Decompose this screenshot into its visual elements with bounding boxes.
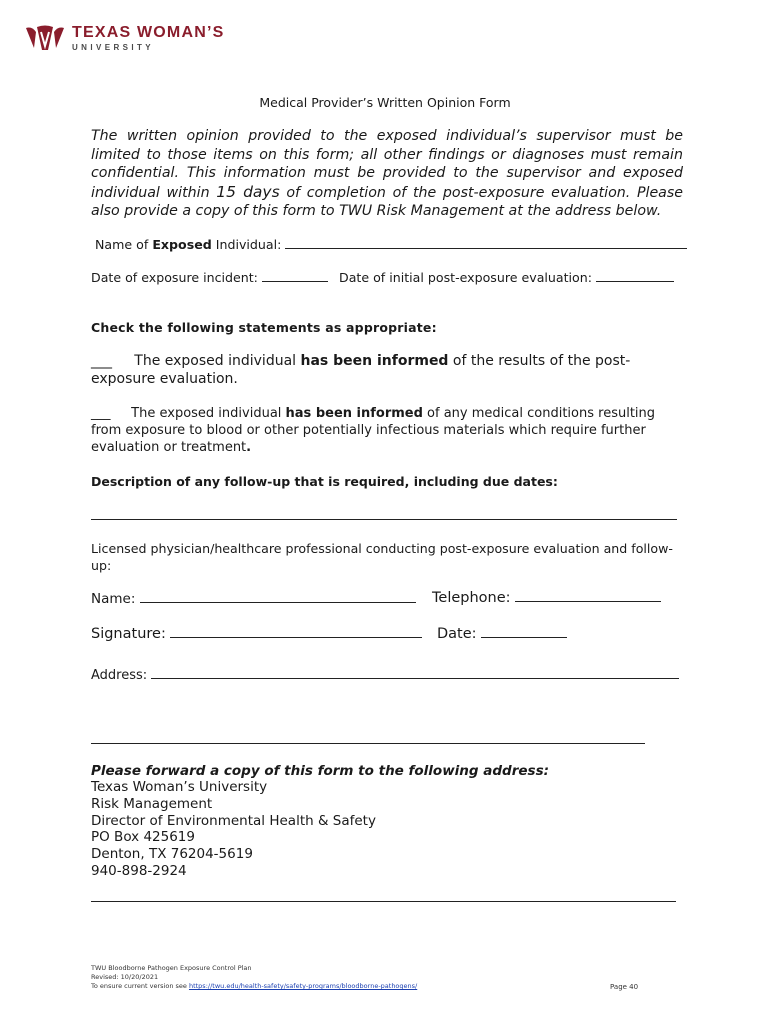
address-line: Denton, TX 76204-5619 xyxy=(91,846,253,863)
mailing-address xyxy=(91,779,376,880)
address-line: PO Box 425619 xyxy=(91,829,195,846)
evaluation-date-label: Date of initial post-exposure evaluation: xyxy=(339,270,592,285)
exposed-name-bold: Exposed xyxy=(152,237,212,252)
address-line: Risk Management xyxy=(91,795,213,812)
date-field xyxy=(437,626,567,642)
statement-2-bold: has been informed xyxy=(285,406,423,421)
signature-label: Signature: xyxy=(91,626,166,642)
telephone-label: Telephone: xyxy=(432,590,511,606)
statement-1-bold: has been informed xyxy=(300,353,449,369)
evaluation-date-blank[interactable] xyxy=(596,281,674,282)
exposure-date-field xyxy=(91,270,328,285)
statement-1 xyxy=(91,352,683,388)
check-heading: Check the following statements as appropriate: xyxy=(91,320,437,335)
footer-link[interactable]: https://twu.edu/health-safety/safety-programs/bloodborne-pathogens/ xyxy=(188,982,418,990)
exposure-date-blank[interactable] xyxy=(262,281,328,282)
provider-name-blank[interactable] xyxy=(140,602,416,603)
provider-name-label: Name: xyxy=(91,591,136,607)
intro-text-1: The written opinion provided to the exposed individual’s supervisor must be limited to those items on this form; all other findings or diagnoses must remain confidential. This information must be provided to the supervisor and exposed individual within xyxy=(91,128,683,201)
address-line: Texas Woman’s University xyxy=(91,779,268,795)
address-line: 940-898-2924 xyxy=(91,862,187,879)
followup-line[interactable] xyxy=(91,519,677,520)
intro-emphasis: 15 days xyxy=(216,182,280,201)
address-label: Address: xyxy=(91,668,148,683)
statement-1-post: of the results of the post-exposure evaluation. xyxy=(91,353,631,387)
statement-2 xyxy=(91,405,683,456)
statement-2-end: . xyxy=(246,440,252,455)
licensed-label: Licensed physician/healthcare professional conducting post-exposure evaluation and follow-up: xyxy=(91,541,673,573)
exposure-date-label: Date of exposure incident: xyxy=(91,270,258,285)
footer xyxy=(91,964,417,991)
university-logo xyxy=(24,24,225,54)
statement-2-post: of any medical conditions resulting from exposure to blood or other potentially infectious materials which require further evaluation or treatment xyxy=(91,406,656,455)
address-field xyxy=(91,668,679,683)
footer-line-1: TWU Bloodborne Pathogen Exposure Control Plan xyxy=(91,964,252,972)
footer-line-3: To ensure current version see xyxy=(91,982,189,990)
address-line: Director of Environmental Health & Safety xyxy=(91,812,376,829)
exposed-name-field xyxy=(95,237,687,252)
signature-blank[interactable] xyxy=(170,637,422,638)
address-line-2[interactable] xyxy=(91,743,645,744)
bottom-divider xyxy=(91,901,676,902)
form-title: Medical Provider’s Written Opinion Form xyxy=(259,95,511,110)
org-subtitle: UNIVERSITY xyxy=(72,43,155,52)
evaluation-date-field xyxy=(339,270,674,285)
statement-1-pre: The exposed individual xyxy=(134,353,301,369)
twu-logo-icon xyxy=(24,24,66,52)
provider-name-field xyxy=(91,591,416,607)
intro-text-2: of completion of the post-exposure evaluation. Please also provide a copy of this form to TWU Risk Management at the address below. xyxy=(91,184,683,219)
date-label: Date: xyxy=(437,626,477,642)
address-blank[interactable] xyxy=(151,678,679,679)
signature-field xyxy=(91,626,422,642)
exposed-name-blank[interactable] xyxy=(285,248,687,249)
footer-line-2: Revised: 10/20/2021 xyxy=(91,973,159,981)
date-blank[interactable] xyxy=(481,637,567,638)
statement-2-checkbox[interactable]: ___ xyxy=(91,406,111,421)
forward-heading: Please forward a copy of this form to the following address: xyxy=(91,763,550,779)
exposed-name-suffix: Individual: xyxy=(211,237,282,252)
statement-1-checkbox[interactable]: ___ xyxy=(91,353,112,369)
statement-2-pre: The exposed individual xyxy=(131,406,286,421)
followup-heading: Description of any follow-up that is required, including due dates: xyxy=(91,474,558,489)
page-number: Page 40 xyxy=(610,983,639,991)
org-name: TEXAS WOMAN’S xyxy=(72,24,225,41)
telephone-blank[interactable] xyxy=(515,601,661,602)
intro-paragraph xyxy=(91,127,683,221)
exposed-name-prefix: Name of xyxy=(95,237,153,252)
telephone-field xyxy=(432,590,661,606)
